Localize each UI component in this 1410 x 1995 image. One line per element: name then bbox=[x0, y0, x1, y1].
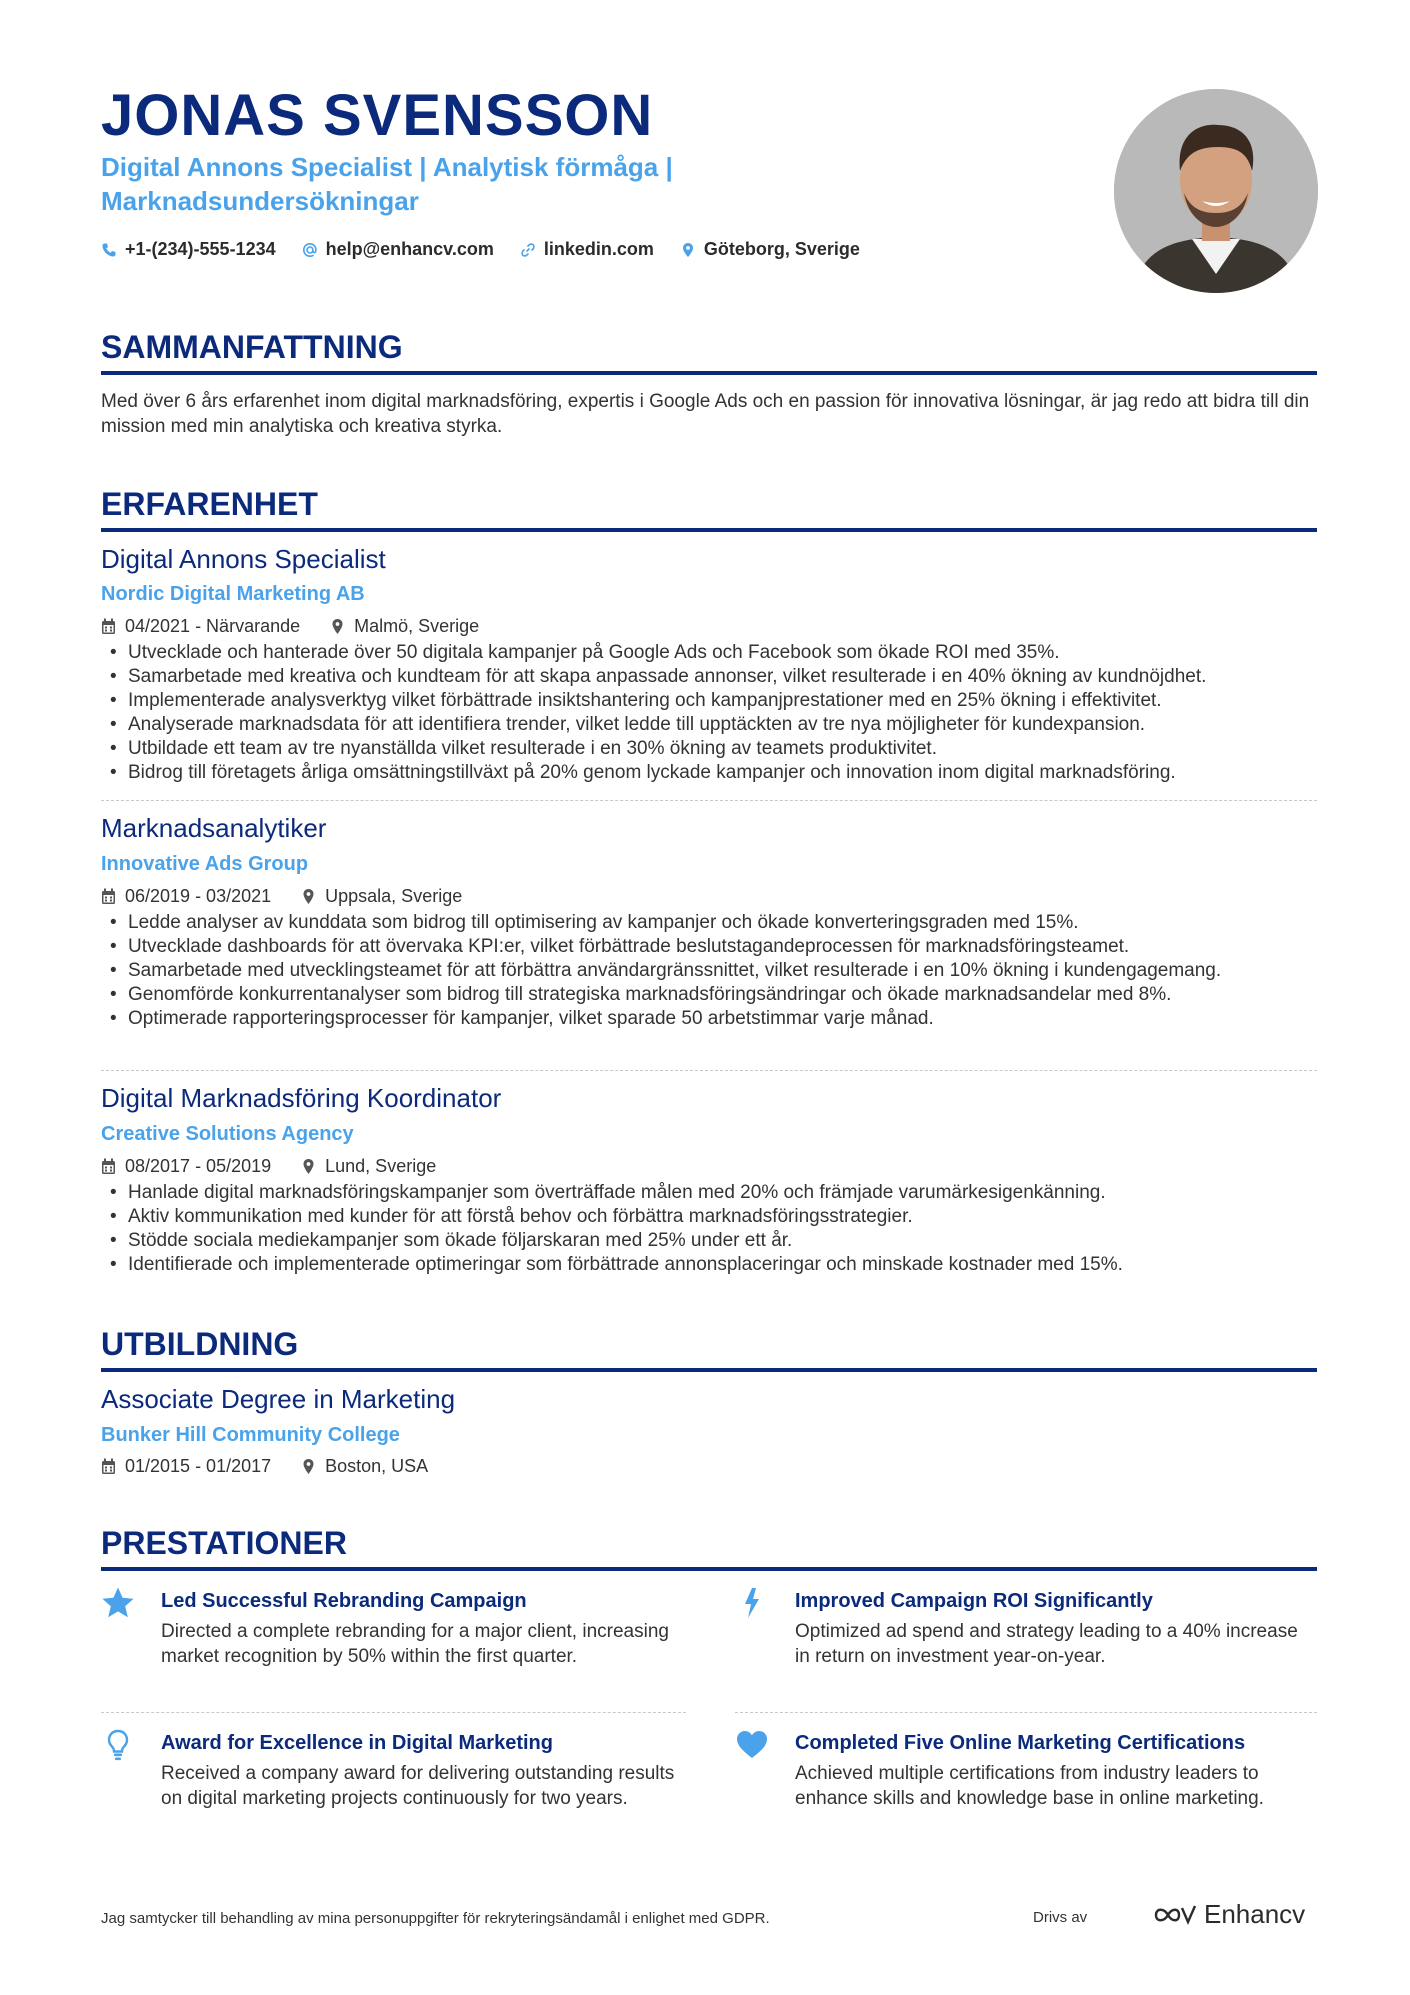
job-bullets bbox=[101, 911, 1317, 1031]
job-meta bbox=[101, 1154, 436, 1178]
list-item: • Hanlade digital marknadsföringskampanjer som överträffade målen med 20% och främjade varumärkesigenkänning. bbox=[101, 1181, 1317, 1205]
job-title: Digital Marknadsföring Koordinator bbox=[101, 1083, 502, 1113]
school-name: Bunker Hill Community College bbox=[101, 1424, 400, 1446]
achievement-desc: Optimized ad spend and strategy leading to a 40% increase in return on investment year-on-year. bbox=[795, 1621, 1298, 1667]
job-meta bbox=[101, 884, 462, 908]
location-pin-icon bbox=[680, 242, 696, 258]
headline: Digital Annons Specialist | Analytisk förmåga | Marknadsundersökningar bbox=[101, 152, 673, 216]
divider bbox=[101, 800, 1317, 801]
job-title: Marknadsanalytiker bbox=[101, 813, 327, 843]
job-bullets bbox=[101, 1181, 1317, 1277]
profile-photo bbox=[1114, 89, 1318, 293]
location-pin-icon bbox=[330, 618, 345, 635]
contact-email[interactable] bbox=[302, 239, 494, 260]
email-text: help@enhancv.com bbox=[325, 239, 494, 259]
list-item: • Implementerade analysverktyg vilket förbättrade insiktshantering och kampanjprestationer med en 25% ökning i effektivitet. bbox=[101, 689, 1317, 713]
list-item: • Bidrog till företagets årliga omsättningstillväxt på 20% genom lyckade kampanjer och innovation inom digital marknadsföring. bbox=[101, 761, 1317, 785]
job-bullets bbox=[101, 641, 1317, 785]
contact-linkedin[interactable] bbox=[520, 239, 654, 260]
education-dates: 01/2015 - 01/2017 bbox=[125, 1456, 272, 1476]
location-pin-icon bbox=[301, 888, 316, 905]
summary-heading: SAMMANFATTNING bbox=[101, 327, 1317, 375]
achievement-desc: Received a company award for delivering outstanding results on digital marketing projects continuously for two years. bbox=[161, 1763, 675, 1809]
phone-text: +1-(234)-555-1234 bbox=[125, 239, 276, 259]
list-item: • Aktiv kommunikation med kunder för att förstå behov och förbättra marknadsföringsstrategier. bbox=[101, 1205, 1317, 1229]
list-item: • Optimerade rapporteringsprocesser för kampanjer, vilket sparade 50 arbetstimmar varje månad. bbox=[101, 1007, 1317, 1031]
calendar-icon bbox=[101, 618, 116, 635]
experience-heading: ERFARENHET bbox=[101, 484, 1317, 532]
achievement-desc: Achieved multiple certifications from industry leaders to enhance skills and knowledge base in online marketing. bbox=[795, 1763, 1264, 1809]
lightbulb-icon bbox=[101, 1728, 135, 1762]
job-location: Lund, Sverige bbox=[325, 1156, 437, 1176]
list-item: • Stödde sociala mediekampanjer som ökade följarskaran med 25% under ett år. bbox=[101, 1229, 1317, 1253]
achievement-title: Improved Campaign ROI Significantly bbox=[795, 1590, 1153, 1612]
powered-by-label: Drivs av bbox=[1033, 1909, 1088, 1926]
company-name: Innovative Ads Group bbox=[101, 853, 309, 875]
brand-name: Enhancv bbox=[1204, 1899, 1306, 1929]
link-icon bbox=[520, 242, 536, 258]
contact-phone[interactable] bbox=[101, 239, 276, 260]
enhancv-logo-icon bbox=[1152, 1902, 1198, 1928]
divider bbox=[101, 1070, 1317, 1071]
degree-title: Associate Degree in Marketing bbox=[101, 1384, 456, 1414]
list-item: • Identifierade och implementerade optimeringar som förbättrade annonsplaceringar och minskade kostnader med 15%. bbox=[101, 1253, 1317, 1277]
job-title: Digital Annons Specialist bbox=[101, 544, 386, 574]
lightning-icon bbox=[735, 1586, 769, 1620]
job-location: Malmö, Sverige bbox=[354, 616, 480, 636]
calendar-icon bbox=[101, 888, 116, 905]
list-item: • Ledde analyser av kunddata som bidrog till optimisering av kampanjer och ökade konverteringsgraden med 15%. bbox=[101, 911, 1317, 935]
job-location: Uppsala, Sverige bbox=[325, 886, 463, 906]
calendar-icon bbox=[101, 1158, 116, 1175]
job-dates: 08/2017 - 05/2019 bbox=[125, 1156, 272, 1176]
divider bbox=[101, 1712, 686, 1713]
list-item: • Samarbetade med kreativa och kundteam för att skapa anpassade annonser, vilket resulterade i en 40% ökning av kundnöjdhet. bbox=[101, 665, 1317, 689]
heart-icon bbox=[735, 1728, 769, 1762]
list-item: • Utvecklade och hanterade över 50 digitala kampanjer på Google Ads och Facebook som ökade ROI med 35%. bbox=[101, 641, 1317, 665]
job-dates: 04/2021 - Närvarande bbox=[125, 616, 301, 636]
contact-bar bbox=[101, 239, 860, 260]
location-pin-icon bbox=[301, 1158, 316, 1175]
education-location: Boston, USA bbox=[325, 1456, 429, 1476]
list-item: • Utvecklade dashboards för att övervaka KPI:er, vilket förbättrade beslutstagandeprocessen för marknadsföringsteamet. bbox=[101, 935, 1317, 959]
list-item: • Samarbetade med utvecklingsteamet för att förbättra användargränssnittet, vilket resulterade i en 10% ökning i kundengagemang. bbox=[101, 959, 1317, 983]
at-icon bbox=[302, 242, 318, 258]
achievement-desc: Directed a complete rebranding for a major client, increasing market recognition by 50% within the first quarter. bbox=[161, 1621, 669, 1667]
calendar-icon bbox=[101, 1458, 116, 1475]
brand-logo[interactable] bbox=[1152, 1899, 1305, 1930]
company-name: Nordic Digital Marketing AB bbox=[101, 583, 365, 605]
achievements-heading: PRESTATIONER bbox=[101, 1523, 1317, 1571]
phone-icon bbox=[101, 242, 117, 258]
summary-text: Med över 6 års erfarenhet inom digital marknadsföring, expertis i Google Ads och en passion för innovativa lösningar, är jag redo att bidra till din mission med min analytiska och kreativa styrka. bbox=[101, 391, 1310, 437]
star-icon bbox=[101, 1586, 135, 1620]
company-name: Creative Solutions Agency bbox=[101, 1123, 354, 1145]
avatar bbox=[1114, 89, 1318, 293]
list-item: • Analyserade marknadsdata för att identifiera trender, vilket ledde till upptäckten av tre nya möjligheter för kundexpansion. bbox=[101, 713, 1317, 737]
gdpr-consent: Jag samtycker till behandling av mina personuppgifter för rekryteringsändamål i enlighet med GDPR. bbox=[101, 1910, 770, 1927]
contact-location bbox=[680, 239, 860, 260]
location-pin-icon bbox=[301, 1458, 316, 1475]
job-dates: 06/2019 - 03/2021 bbox=[125, 886, 272, 906]
education-meta bbox=[101, 1454, 428, 1478]
location-text: Göteborg, Sverige bbox=[703, 239, 860, 259]
candidate-name: JONAS SVENSSON bbox=[101, 83, 654, 148]
education-heading: UTBILDNING bbox=[101, 1324, 1317, 1372]
linkedin-text: linkedin.com bbox=[543, 239, 654, 259]
achievement-title: Led Successful Rebranding Campaign bbox=[161, 1590, 527, 1612]
divider bbox=[735, 1712, 1317, 1713]
achievement-title: Completed Five Online Marketing Certifications bbox=[795, 1732, 1246, 1754]
job-meta bbox=[101, 614, 479, 638]
list-item: • Genomförde konkurrentanalyser som bidrog till strategiska marknadsföringsändringar och ökade marknadsandelar med 8%. bbox=[101, 983, 1317, 1007]
achievement-title: Award for Excellence in Digital Marketing bbox=[161, 1732, 553, 1754]
list-item: • Utbildade ett team av tre nyanställda vilket resulterade i en 30% ökning av teamets produktivitet. bbox=[101, 737, 1317, 761]
